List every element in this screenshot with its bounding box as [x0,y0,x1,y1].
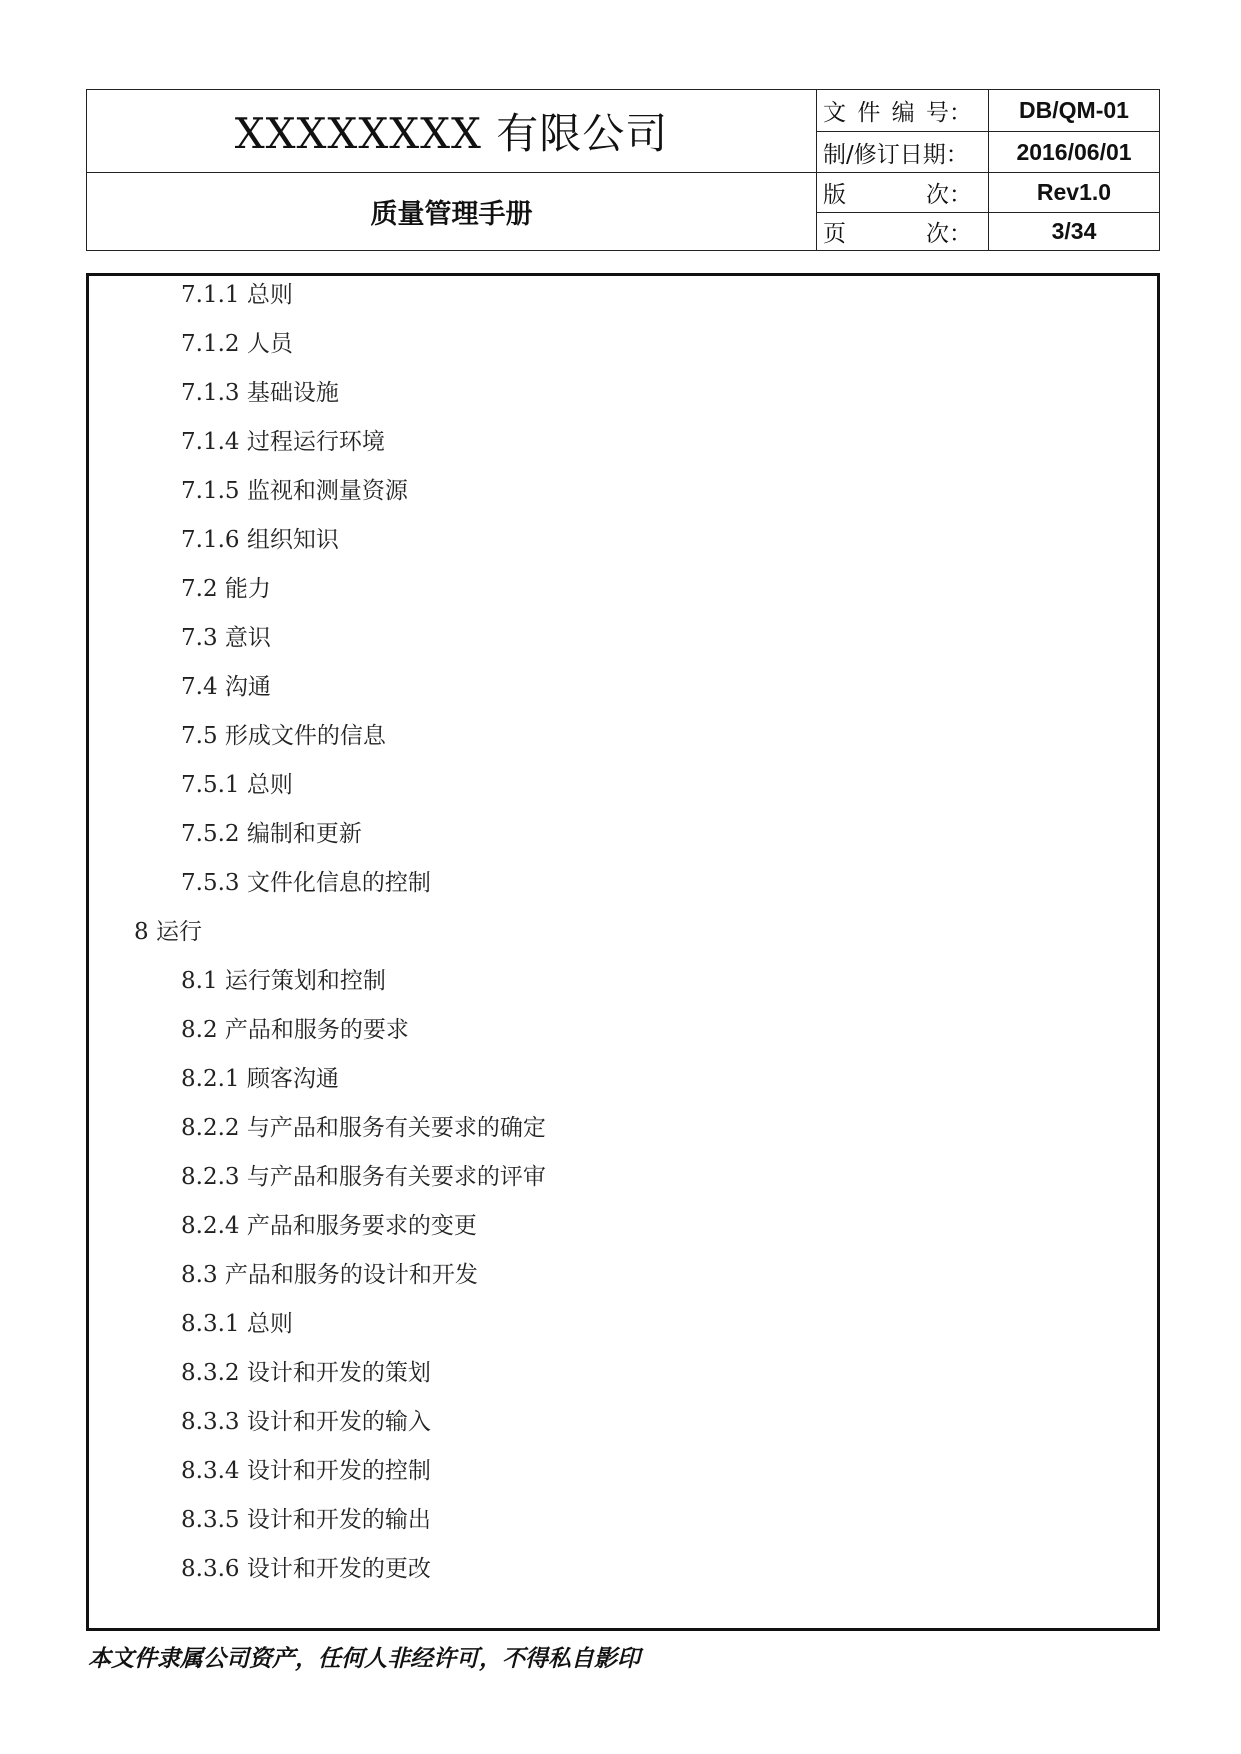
toc-item-7-5-2: 7.5.2 编制和更新 [181,821,362,847]
info-label-revision-date: 制/修订日期： [817,132,989,172]
toc-item-7-3: 7.3 意识 [181,625,271,651]
info-row-revision-date [817,132,1159,173]
toc-item-8-3-3: 8.3.3 设计和开发的输入 [181,1409,431,1435]
toc-item-7-2: 7.2 能力 [181,576,271,602]
toc-item-8-2-3: 8.2.3 与产品和服务有关要求的评审 [181,1164,546,1190]
info-value-page: 3/34 [1051,218,1097,244]
toc-item-7-1-6: 7.1.6 组织知识 [181,527,339,553]
toc-item-8-3-6: 8.3.6 设计和开发的更改 [181,1556,431,1582]
info-value-revision-date: 2016/06/01 [1016,138,1132,165]
company-name: XXXXXXXX 有限公司 [87,90,817,173]
toc-item-8-3-2: 8.3.2 设计和开发的策划 [181,1360,431,1386]
manual-title: 质量管理手册 [87,173,817,250]
info-label-document-number: 文 件 编 号： [817,90,989,131]
toc-item-7-4: 7.4 沟通 [181,674,271,700]
info-row-page [817,213,1159,250]
toc-item-7-1-2: 7.1.2 人员 [181,331,293,357]
document-info-table [817,90,1159,250]
toc-item-8-2-1: 8.2.1 顾客沟通 [181,1066,339,1092]
toc-item-8-3-4: 8.3.4 设计和开发的控制 [181,1458,431,1484]
toc-item-7-5-3: 7.5.3 文件化信息的控制 [181,870,431,896]
copyright-notice: 本文件隶属公司资产，任何人非经许可，不得私自影印 [88,1646,640,1672]
toc-item-8-2-4: 8.2.4 产品和服务要求的变更 [181,1213,477,1239]
info-label-page: 页 次： [817,213,989,250]
info-row-document-number [817,90,1159,132]
toc-item-7-5-1: 7.5.1 总则 [181,772,293,798]
toc-item-7-1-3: 7.1.3 基础设施 [181,380,339,406]
toc-item-7-5: 7.5 形成文件的信息 [181,723,386,749]
toc-item-8-3: 8.3 产品和服务的设计和开发 [181,1262,478,1288]
toc-item-7-1-1: 7.1.1 总则 [181,282,293,308]
toc-item-8-3-5: 8.3.5 设计和开发的输出 [181,1507,431,1533]
toc-item-8-2: 8.2 产品和服务的要求 [181,1017,409,1043]
document-header [86,89,1160,251]
info-row-version [817,173,1159,213]
info-value-document-number: DB/QM-01 [1019,97,1129,123]
info-value-version: Rev1.0 [1036,179,1112,205]
toc-item-7-1-5: 7.1.5 监视和测量资源 [181,478,408,504]
toc-item-8-1: 8.1 运行策划和控制 [181,968,386,994]
toc-content [86,273,1160,1631]
toc-item-8-3-1: 8.3.1 总则 [181,1311,293,1337]
toc-item-8: 8 运行 [134,919,202,945]
toc-item-7-1-4: 7.1.4 过程运行环境 [181,429,385,455]
toc-item-8-2-2: 8.2.2 与产品和服务有关要求的确定 [181,1115,546,1141]
info-label-version: 版 次： [817,173,989,212]
